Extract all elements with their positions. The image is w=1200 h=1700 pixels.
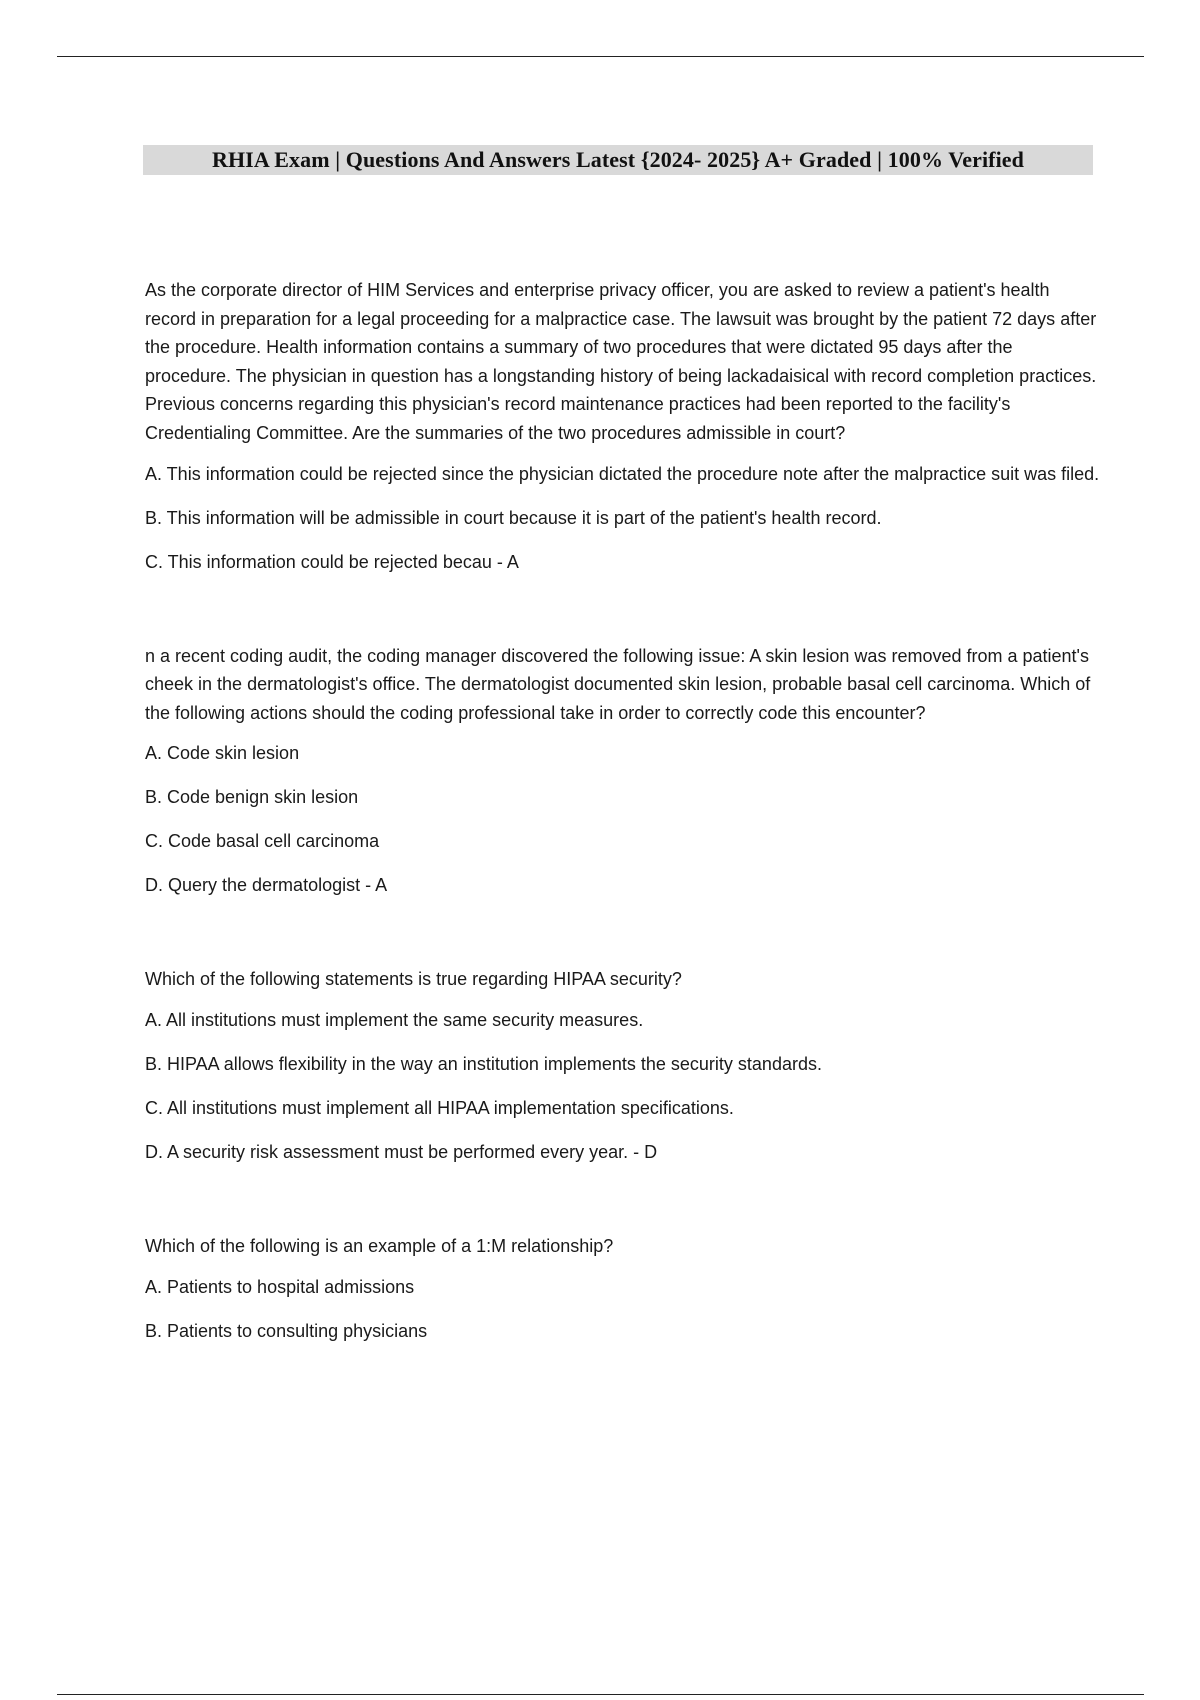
question-1 [145, 276, 1100, 576]
answer-option: B. Patients to consulting physicians [145, 1320, 428, 1341]
document-title: RHIA Exam | Questions And Answers Latest {2024- 2025} A+ Graded | 100% Verified [211, 147, 1025, 172]
footer-rule [57, 1694, 1144, 1695]
question-2 [145, 642, 1100, 900]
answer-option: D. A security risk assessment must be performed every year. - D [145, 1141, 658, 1162]
answer-option: A. Patients to hospital admissions [145, 1276, 415, 1297]
answer-option: B. Code benign skin lesion [145, 787, 359, 808]
answer-option: C. Code basal cell carcinoma [145, 831, 380, 852]
answer-option: A. All institutions must implement the same security measures. [145, 1009, 644, 1030]
answer-option: A. Code skin lesion [145, 743, 300, 764]
answer-option: C. This information could be rejected becau - A [145, 551, 519, 572]
answer-option: C. All institutions must implement all HIPAA implementation specifications. [145, 1097, 734, 1118]
answer-option: D. Query the dermatologist - A [145, 875, 388, 896]
answer-option: A. This information could be rejected since the physician dictated the procedure note after the malpractice suit was filed. [145, 463, 1100, 484]
question-4 [145, 1232, 1100, 1345]
question-list [145, 276, 1100, 1345]
document-title-banner [143, 145, 1093, 175]
question-stem: Which of the following statements is true regarding HIPAA security? [145, 969, 682, 990]
question-stem: n a recent coding audit, the coding manager discovered the following issue: A skin lesion was removed from a patient's cheek in the dermatologist's office. The dermatologist documented skin lesion, probable basal cell carcinoma. Which of the following actions should the coding professional take in order to correctly code this encounter? [145, 645, 1091, 723]
question-stem: As the corporate director of HIM Services and enterprise privacy officer, you are asked to review a patient's health record in preparation for a legal proceeding for a malpractice case. The lawsuit was brought by the patient 72 days after the procedure. Health information contains a summary of two procedures that were dictated 95 days after the procedure. The physician in question has a longstanding history of being lackadaisical with record completion practices. Previous concerns regarding this physician's record maintenance practices had been reported to the facility's Credentialing Committee. Are the summaries of the two procedures admissible in court? [145, 280, 1097, 443]
header-rule [57, 56, 1144, 57]
answer-option: B. HIPAA allows flexibility in the way an institution implements the security standards. [145, 1053, 822, 1074]
question-stem: Which of the following is an example of a 1:M relationship? [145, 1235, 614, 1256]
answer-option: B. This information will be admissible in court because it is part of the patient's health record. [145, 507, 882, 528]
question-3 [145, 965, 1100, 1166]
